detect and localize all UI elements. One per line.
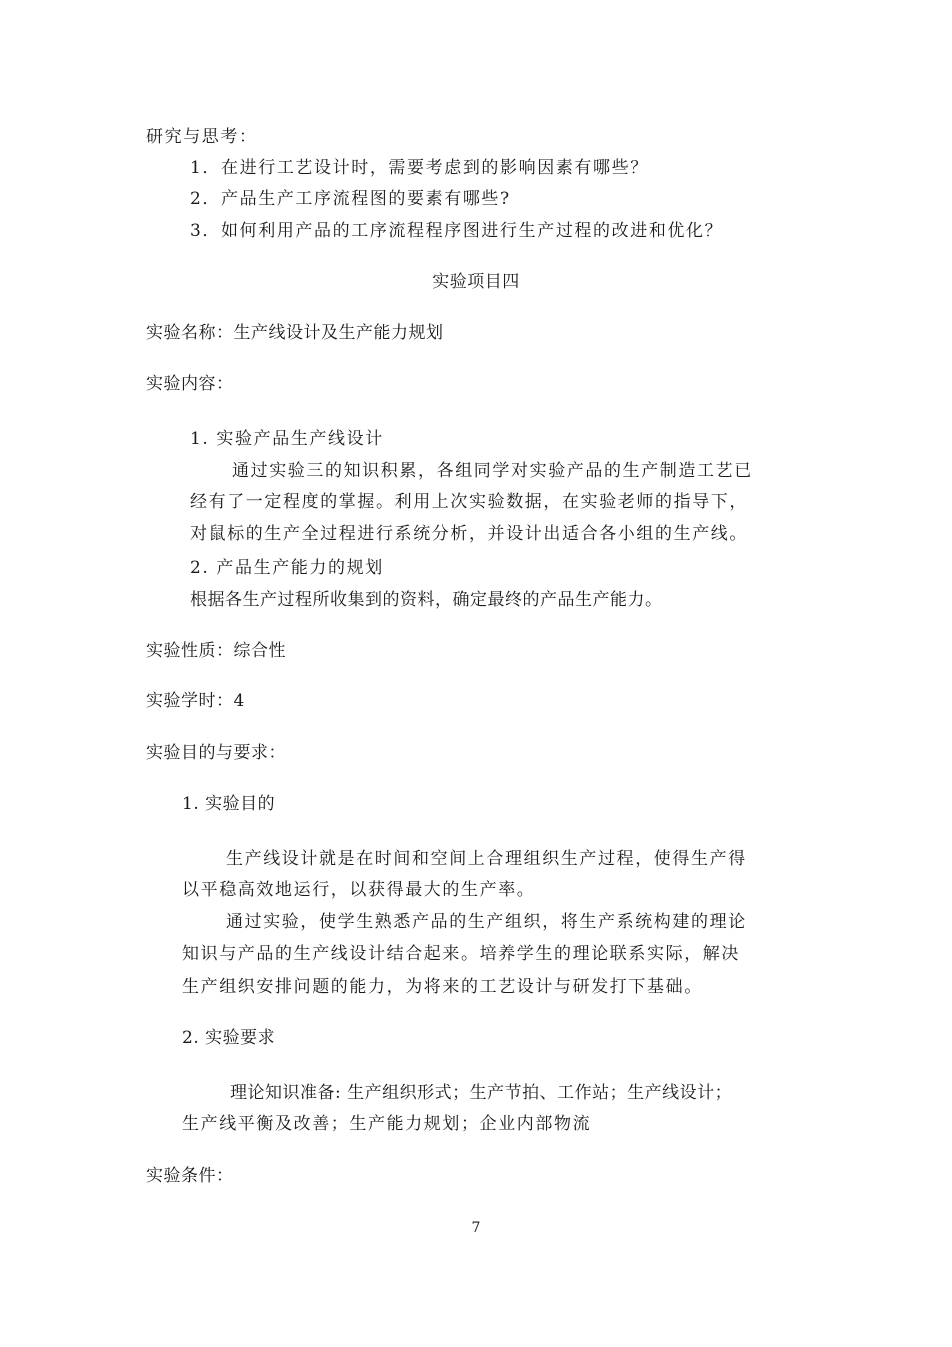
content-item-2-line-1: 根据各生产过程所收集到的资料，确定最终的产品生产能力。 (190, 590, 663, 610)
research-heading: 研究与思考： (146, 127, 258, 147)
experiment-nature: 实验性质：综合性 (146, 641, 286, 661)
research-question-1: 1．在进行工艺设计时，需要考虑到的影响因素有哪些？ (190, 158, 649, 178)
objectives-heading: 实验目的与要求： (146, 743, 286, 763)
objectives-subheading-1: 1. 实验目的 (182, 794, 276, 814)
conditions-heading: 实验条件： (146, 1166, 234, 1186)
content-heading: 实验内容： (146, 374, 234, 394)
objectives-para-2-line-3: 生产组织安排问题的能力，为将来的工艺设计与研发打下基础。 (182, 977, 703, 997)
content-item-1-line-1: 通过实验三的知识积累，各组同学对实验产品的生产制造工艺已 (232, 461, 753, 481)
objectives-para-2-line-1: 通过实验，使学生熟悉产品的生产组织，将生产系统构建的理论 (226, 912, 747, 932)
page-number: 7 (471, 1220, 481, 1236)
objectives-para-2-line-2: 知识与产品的生产线设计结合起来。培养学生的理论联系实际，解决 (182, 944, 740, 964)
research-question-2: 2．产品生产工序流程图的要素有哪些? (190, 189, 511, 209)
experiment-name: 实验名称：生产线设计及生产能力规划 (146, 323, 444, 343)
content-item-1-line-2: 经有了一定程度的掌握。利用上次实验数据，在实验老师的指导下， (190, 492, 748, 512)
objectives-para-1-line-2: 以平稳高效地运行，以获得最大的生产率。 (182, 880, 536, 900)
content-item-1-title: 1. 实验产品生产线设计 (190, 429, 384, 449)
project-title: 实验项目四 (432, 272, 520, 292)
content-item-1-line-3: 对鼠标的生产全过程进行系统分析，并设计出适合各小组的生产线。 (190, 524, 748, 544)
objectives-subheading-2: 2. 实验要求 (182, 1028, 276, 1048)
content-item-2-title: 2. 产品生产能力的规划 (190, 558, 384, 578)
research-question-3: 3．如何利用产品的工序流程程序图进行生产过程的改进和优化？ (190, 221, 724, 241)
experiment-hours: 实验学时：4 (146, 691, 245, 711)
objectives-para-3-line-1: 理论知识准备: 生产组织形式；生产节拍、工作站；生产线设计； (230, 1083, 733, 1103)
objectives-para-1-line-1: 生产线设计就是在时间和空间上合理组织生产过程，使得生产得 (226, 849, 747, 869)
objectives-para-3-line-2: 生产线平衡及改善；生产能力规划；企业内部物流 (182, 1114, 592, 1134)
